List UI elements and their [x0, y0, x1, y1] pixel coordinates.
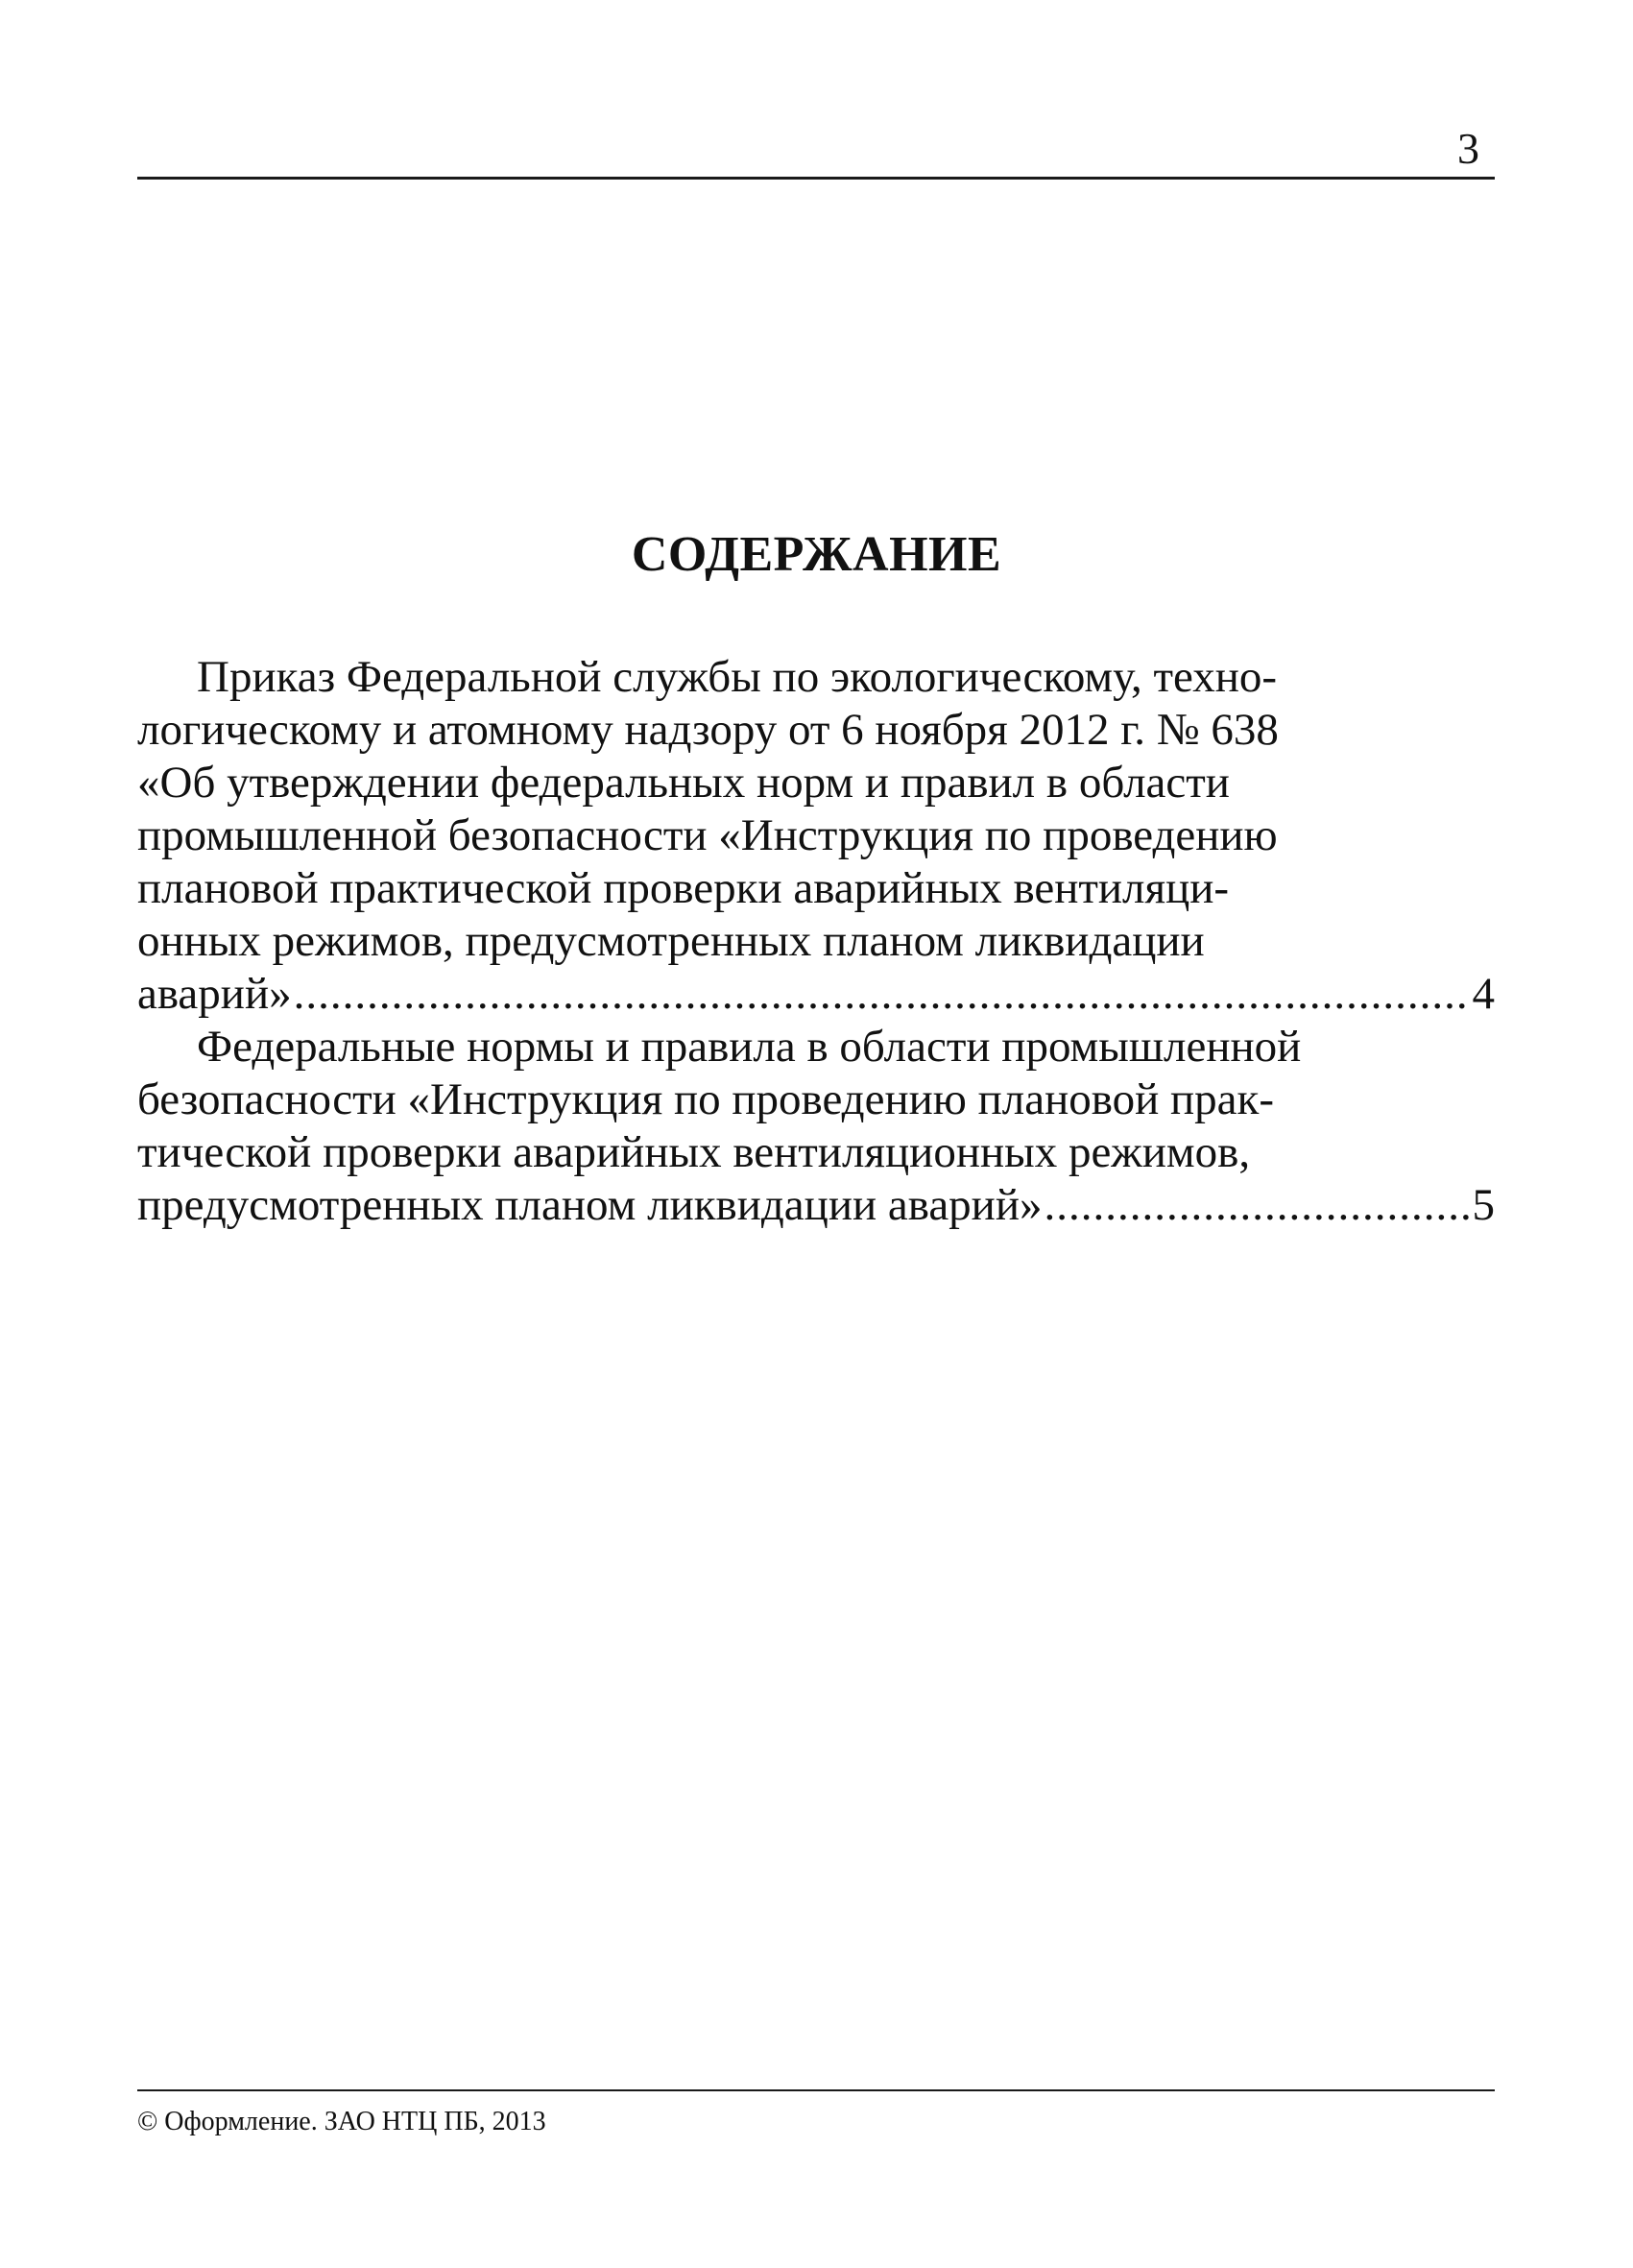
header-rule	[137, 177, 1495, 180]
toc-title: СОДЕРЖАНИЕ	[631, 527, 1002, 582]
toc-entry-text-line: онных режимов, предусмотренных планом ликвидации	[137, 916, 1205, 966]
toc-entry-1[interactable]	[137, 651, 1495, 1021]
dot-leader	[1044, 1179, 1470, 1232]
toc-entry-text-line: предусмотренных планом ликвидации аварий»	[137, 1180, 1043, 1230]
copyright-notice: © Оформление. ЗАО НТЦ ПБ, 2013	[137, 2107, 546, 2136]
toc-page-number: 4	[1472, 969, 1495, 1019]
toc-entry-2[interactable]	[137, 1021, 1495, 1232]
page-number: 3	[1457, 124, 1479, 173]
toc-entry-text-line: промышленной безопасности «Инструкция по проведению	[137, 810, 1278, 860]
toc-entry-text-line: аварий»	[137, 969, 292, 1019]
footer-rule	[137, 2089, 1495, 2091]
toc-entry-text-line: тической проверки аварийных вентиляционных режимов,	[137, 1127, 1251, 1177]
table-of-contents	[137, 651, 1495, 1232]
toc-entry-text-line: плановой практической проверки аварийных вентиляци-	[137, 863, 1230, 913]
toc-entry-text-line: «Об утверждении федеральных норм и правил в области	[137, 758, 1230, 808]
toc-entry-last-line	[137, 968, 1495, 1021]
dot-leader	[294, 968, 1471, 1021]
toc-entry-text-line: безопасности «Инструкция по проведению плановой прак-	[137, 1074, 1275, 1124]
toc-entry-text-line: Приказ Федеральной службы по экологическому, техно-	[197, 652, 1278, 702]
toc-entry-last-line	[137, 1179, 1495, 1232]
toc-entry-text-line: логическому и атомному надзору от 6 ноября 2012 г. № 638	[137, 705, 1279, 755]
toc-entry-text-line: Федеральные нормы и правила в области промышленной	[197, 1022, 1302, 1072]
toc-page-number: 5	[1472, 1180, 1495, 1230]
